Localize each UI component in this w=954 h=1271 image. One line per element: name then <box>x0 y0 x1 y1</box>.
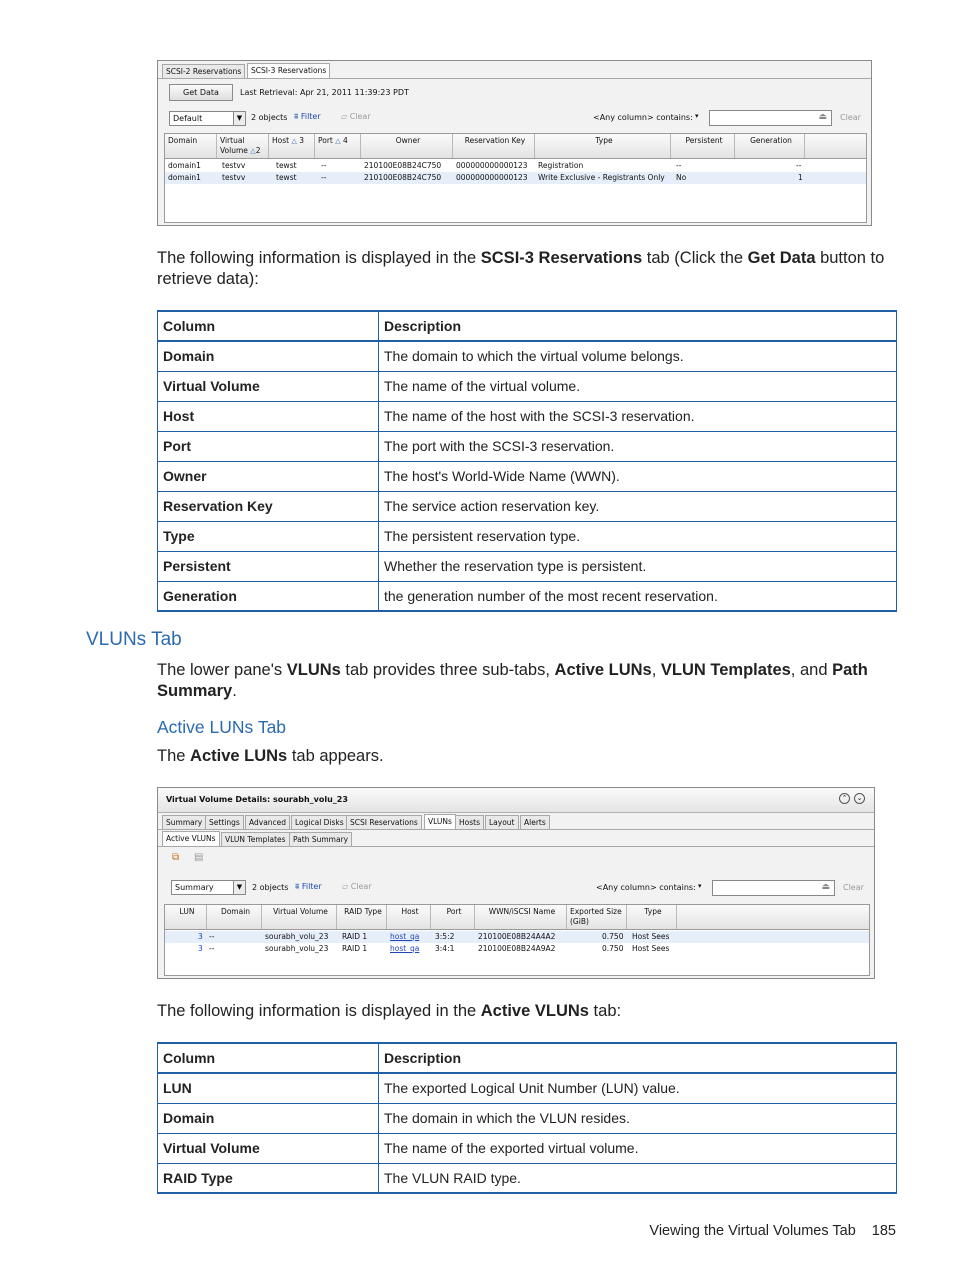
table-row <box>158 491 897 521</box>
cell-virtual-volume: testvv <box>222 173 246 182</box>
text: The following information is displayed in the <box>157 1002 481 1020</box>
table-row[interactable] <box>165 160 866 172</box>
active-vluns-columns-table <box>157 1042 897 1194</box>
chevron-down-icon: ▼ <box>233 112 245 125</box>
column-dropdown-icon[interactable]: ▾ <box>695 112 699 120</box>
cell-type: Write Exclusive - Registrants Only <box>538 173 665 182</box>
collapse-down-icon[interactable]: ⌄ <box>854 793 865 804</box>
eraser-icon: ▱ <box>342 882 349 891</box>
funnel-icon: ⏏ <box>821 882 830 892</box>
table-row <box>158 1133 897 1163</box>
column-name: LUN <box>158 1073 379 1103</box>
bold-term: Active VLUNs <box>480 1002 589 1020</box>
col-label: Host <box>272 136 290 145</box>
col-label: Type <box>595 136 613 145</box>
bold-term: Active LUNs <box>554 661 652 679</box>
tab-logical-disks[interactable]: Logical Disks <box>291 815 348 829</box>
col-lun[interactable] <box>165 905 207 929</box>
cell-persistent: -- <box>676 161 682 170</box>
col-owner[interactable] <box>361 134 453 158</box>
filter-label: Filter <box>301 882 322 891</box>
subtab-path-summary[interactable]: Path Summary <box>289 832 352 846</box>
column-description: The VLUN RAID type. <box>379 1163 897 1193</box>
vluns-tab-heading: VLUNs Tab <box>86 629 182 650</box>
sort-asc-icon: △ <box>335 137 341 145</box>
text: . <box>232 682 237 700</box>
col-host[interactable] <box>387 905 431 929</box>
cell-exported-size: 0.750 <box>602 932 624 941</box>
table-row <box>158 551 897 581</box>
col-label: Owner <box>395 136 421 145</box>
col-persistent[interactable] <box>671 134 735 158</box>
header-column: Column <box>158 1043 379 1073</box>
table-row[interactable] <box>165 172 866 184</box>
get-data-button[interactable]: Get Data <box>169 84 233 101</box>
view-select-value: Default <box>173 114 203 123</box>
tab-vluns[interactable]: VLUNs <box>424 814 456 829</box>
cell-lun: 3 <box>198 932 203 941</box>
filter-icon: ⩩ <box>294 112 299 121</box>
tab-scsi-reservations[interactable]: SCSI Reservations <box>346 815 422 829</box>
cell-type: Host Sees <box>632 932 670 941</box>
col-generation[interactable] <box>735 134 805 158</box>
col-domain[interactable] <box>207 905 262 929</box>
subtab-vlun-templates[interactable]: VLUN Templates <box>221 832 290 846</box>
cell-virtual-volume: testvv <box>222 161 246 170</box>
column-description: The domain to which the virtual volume belongs. <box>379 341 897 371</box>
col-host[interactable] <box>269 134 315 158</box>
active-vluns-grid <box>164 904 870 976</box>
tab-scsi3-reservations[interactable]: SCSI-3 Reservations <box>247 63 330 78</box>
collapse-up-icon[interactable]: ⌃ <box>839 793 850 804</box>
footer-title: Viewing the Virtual Volumes Tab <box>649 1223 856 1239</box>
eraser-icon: ▱ <box>341 112 348 121</box>
table-row <box>158 581 897 611</box>
cell-domain: -- <box>209 944 215 953</box>
scsi3-columns-table <box>157 310 897 612</box>
column-name: Persistent <box>158 551 379 581</box>
cell-port: 3:5:2 <box>435 932 455 941</box>
filter-button[interactable] <box>294 112 321 122</box>
header-description: Description <box>379 1043 897 1073</box>
clear-label: Clear <box>350 882 372 891</box>
object-count: 2 objects <box>252 883 289 892</box>
column-name: Reservation Key <box>158 491 379 521</box>
col-label: Persistent <box>685 136 723 145</box>
export-icon[interactable]: ⧉ <box>172 852 180 863</box>
clear-label: Clear <box>349 112 371 121</box>
table-row <box>158 341 897 371</box>
column-name: Virtual Volume <box>158 1133 379 1163</box>
header-column: Column <box>158 311 379 341</box>
object-count: 2 objects <box>251 113 288 122</box>
cell-owner: 210100E08B24C750 <box>364 161 442 170</box>
subtab-active-vluns[interactable]: Active VLUNs <box>162 831 220 846</box>
cell-domain: domain1 <box>168 173 201 182</box>
col-label: Virtual Volume <box>220 136 248 155</box>
cell-raid-type: RAID 1 <box>342 944 368 953</box>
tab-hosts[interactable]: Hosts <box>455 815 484 829</box>
tab-alerts[interactable]: Alerts <box>520 815 550 829</box>
col-domain[interactable] <box>165 134 217 158</box>
tab-layout[interactable]: Layout <box>485 815 519 829</box>
panel-title: Virtual Volume Details: sourabh_volu_23 <box>166 795 348 804</box>
grid-header <box>165 905 869 930</box>
column-description: The service action reservation key. <box>379 491 897 521</box>
text: The <box>157 747 191 765</box>
column-name: RAID Type <box>158 1163 379 1193</box>
column-name: Port <box>158 431 379 461</box>
cell-lun: 3 <box>198 944 203 953</box>
grid-header <box>165 134 866 159</box>
active-luns-heading: Active LUNs Tab <box>157 717 287 737</box>
header-description: Description <box>379 311 897 341</box>
column-name: Owner <box>158 461 379 491</box>
tab-advanced[interactable]: Advanced <box>245 815 290 829</box>
column-description: The name of the host with the SCSI-3 reservation. <box>379 401 897 431</box>
col-label: WWN/iSCSI Name <box>488 907 556 916</box>
intro-paragraph-1 <box>157 248 902 290</box>
cell-reservation-key: 000000000000123 <box>456 173 528 182</box>
filter-button[interactable] <box>295 882 322 892</box>
col-reservation-key[interactable] <box>453 134 535 158</box>
screenshot-scsi3-reservations <box>157 60 872 226</box>
text: tab provides three sub-tabs, <box>340 661 555 679</box>
col-label: Port <box>446 907 462 916</box>
any-column-label: <Any column> contains: <box>596 883 696 892</box>
col-label: Host <box>401 907 419 916</box>
table-header-row <box>158 1043 897 1073</box>
text: button to <box>815 249 885 267</box>
text: The following information is displayed in the <box>157 249 481 267</box>
text: , and <box>790 661 833 679</box>
cell-wwn: 210100E08B24A9A2 <box>478 944 556 953</box>
cell-host: tewst <box>276 173 297 182</box>
cell-port: -- <box>321 161 327 170</box>
column-description: The exported Logical Unit Number (LUN) value. <box>379 1073 897 1103</box>
reservations-grid <box>164 133 867 223</box>
column-name: Virtual Volume <box>158 371 379 401</box>
col-port[interactable] <box>431 905 475 929</box>
col-port[interactable] <box>315 134 361 158</box>
table-row[interactable] <box>165 931 869 943</box>
intro-paragraph-2 <box>157 1001 621 1022</box>
text: retrieve data): <box>157 270 259 288</box>
column-description: Whether the reservation type is persistent. <box>379 551 897 581</box>
table-row <box>158 461 897 491</box>
table-row <box>158 521 897 551</box>
cell-owner: 210100E08B24C750 <box>364 173 442 182</box>
col-raid-type[interactable] <box>337 905 387 929</box>
cell-type: Host Sees <box>632 944 670 953</box>
last-retrieval: Last Retrieval: Apr 21, 2011 11:39:23 PDT <box>240 88 409 97</box>
cell-exported-size: 0.750 <box>602 944 624 953</box>
bold-term: VLUNs <box>286 661 341 679</box>
column-name: Domain <box>158 341 379 371</box>
cell-generation: -- <box>796 161 802 170</box>
table-header-row <box>158 311 897 341</box>
column-dropdown-icon[interactable]: ▾ <box>698 882 702 890</box>
view-select[interactable] <box>171 880 246 895</box>
bold-term: SCSI-3 Reservations <box>480 249 643 267</box>
bold-term: VLUN Templates <box>660 661 791 679</box>
cell-host: tewst <box>276 161 297 170</box>
cell-raid-type: RAID 1 <box>342 932 368 941</box>
search-input[interactable] <box>709 110 832 126</box>
col-label: RAID Type <box>344 907 382 916</box>
unexport-icon[interactable]: ▤ <box>194 852 204 863</box>
cell-domain: domain1 <box>168 161 201 170</box>
bold-term: Path <box>832 661 868 679</box>
page-footer <box>649 1223 896 1239</box>
table-row <box>158 1103 897 1133</box>
host-link[interactable]: host_qa <box>390 932 420 941</box>
funnel-icon: ⏏ <box>818 112 827 122</box>
column-description: the generation number of the most recent reservation. <box>379 581 897 611</box>
text: tab (Click the <box>642 249 748 267</box>
column-description: The port with the SCSI-3 reservation. <box>379 431 897 461</box>
column-description: The name of the exported virtual volume. <box>379 1133 897 1163</box>
column-description: The host's World-Wide Name (WWN). <box>379 461 897 491</box>
column-name: Host <box>158 401 379 431</box>
col-label: Reservation Key <box>464 136 526 145</box>
sort-asc-icon: △ <box>250 147 256 155</box>
table-row[interactable] <box>165 943 869 955</box>
column-description: The persistent reservation type. <box>379 521 897 551</box>
bold-term: Active LUNs <box>190 747 288 765</box>
filter-icon: ⩩ <box>295 882 300 891</box>
clear-filter-button[interactable] <box>342 882 372 891</box>
clear-search-button[interactable]: Clear <box>843 883 864 892</box>
cell-virtual-volume: sourabh_volu_23 <box>265 944 329 953</box>
column-name: Type <box>158 521 379 551</box>
cell-type: Registration <box>538 161 584 170</box>
text: tab appears. <box>287 747 384 765</box>
chevron-down-icon: ▼ <box>233 881 245 894</box>
view-select-value: Summary <box>175 883 214 892</box>
text: tab: <box>588 1002 622 1020</box>
col-label: Virtual Volume <box>273 907 328 916</box>
col-label: Domain <box>220 907 251 916</box>
col-label: Type <box>644 907 662 916</box>
cell-persistent: No <box>676 173 687 182</box>
any-column-label: <Any column> contains: <box>593 113 693 122</box>
view-select[interactable] <box>169 111 246 126</box>
tab-settings[interactable]: Settings <box>205 815 244 829</box>
sort-order: 4 <box>343 136 348 145</box>
text: , <box>651 661 661 679</box>
table-row <box>158 1163 897 1193</box>
cell-domain: -- <box>209 932 215 941</box>
vluns-paragraph <box>157 660 902 702</box>
bold-term: Get Data <box>747 249 816 267</box>
tab-scsi2-reservations[interactable]: SCSI-2 Reservations <box>162 64 245 78</box>
search-input[interactable] <box>712 880 835 896</box>
cell-virtual-volume: sourabh_volu_23 <box>265 932 329 941</box>
cell-port: 3:4:1 <box>435 944 455 953</box>
active-luns-paragraph <box>157 746 384 767</box>
clear-filter-button[interactable] <box>341 112 371 121</box>
screenshot-virtual-volume-details <box>157 787 875 979</box>
col-label: Exported Size (GiB) <box>570 907 622 926</box>
sort-asc-icon: △ <box>291 137 297 145</box>
column-name: Domain <box>158 1103 379 1133</box>
col-exported-size[interactable] <box>567 905 627 929</box>
table-row <box>158 1073 897 1103</box>
text: The lower pane's <box>157 661 287 679</box>
col-label: LUN <box>179 907 195 916</box>
col-wwn-iscsi-name[interactable] <box>475 905 567 929</box>
host-link[interactable]: host_qa <box>390 944 420 953</box>
sort-order: 2 <box>255 146 261 155</box>
filter-label: Filter <box>300 112 321 121</box>
col-label: Generation <box>750 136 792 145</box>
cell-reservation-key: 000000000000123 <box>456 161 528 170</box>
clear-search-button[interactable]: Clear <box>840 113 861 122</box>
sort-order: 3 <box>299 136 305 145</box>
cell-port: -- <box>321 173 327 182</box>
col-label: Port <box>318 136 333 145</box>
col-type[interactable] <box>535 134 671 158</box>
column-name: Generation <box>158 581 379 611</box>
page-number: 185 <box>871 1223 896 1239</box>
bold-term: Summary <box>157 682 233 700</box>
table-row <box>158 371 897 401</box>
col-type[interactable] <box>627 905 677 929</box>
table-row <box>158 401 897 431</box>
column-description: The name of the virtual volume. <box>379 371 897 401</box>
title-bar <box>158 788 874 813</box>
table-row <box>158 431 897 461</box>
col-label: Domain <box>168 136 198 145</box>
tab-summary[interactable]: Summary <box>162 815 206 829</box>
cell-generation: 1 <box>798 173 803 182</box>
col-virtual-volume[interactable] <box>262 905 337 929</box>
column-description: The domain in which the VLUN resides. <box>379 1103 897 1133</box>
cell-wwn: 210100E08B24A4A2 <box>478 932 556 941</box>
col-virtual-volume[interactable] <box>217 134 269 158</box>
